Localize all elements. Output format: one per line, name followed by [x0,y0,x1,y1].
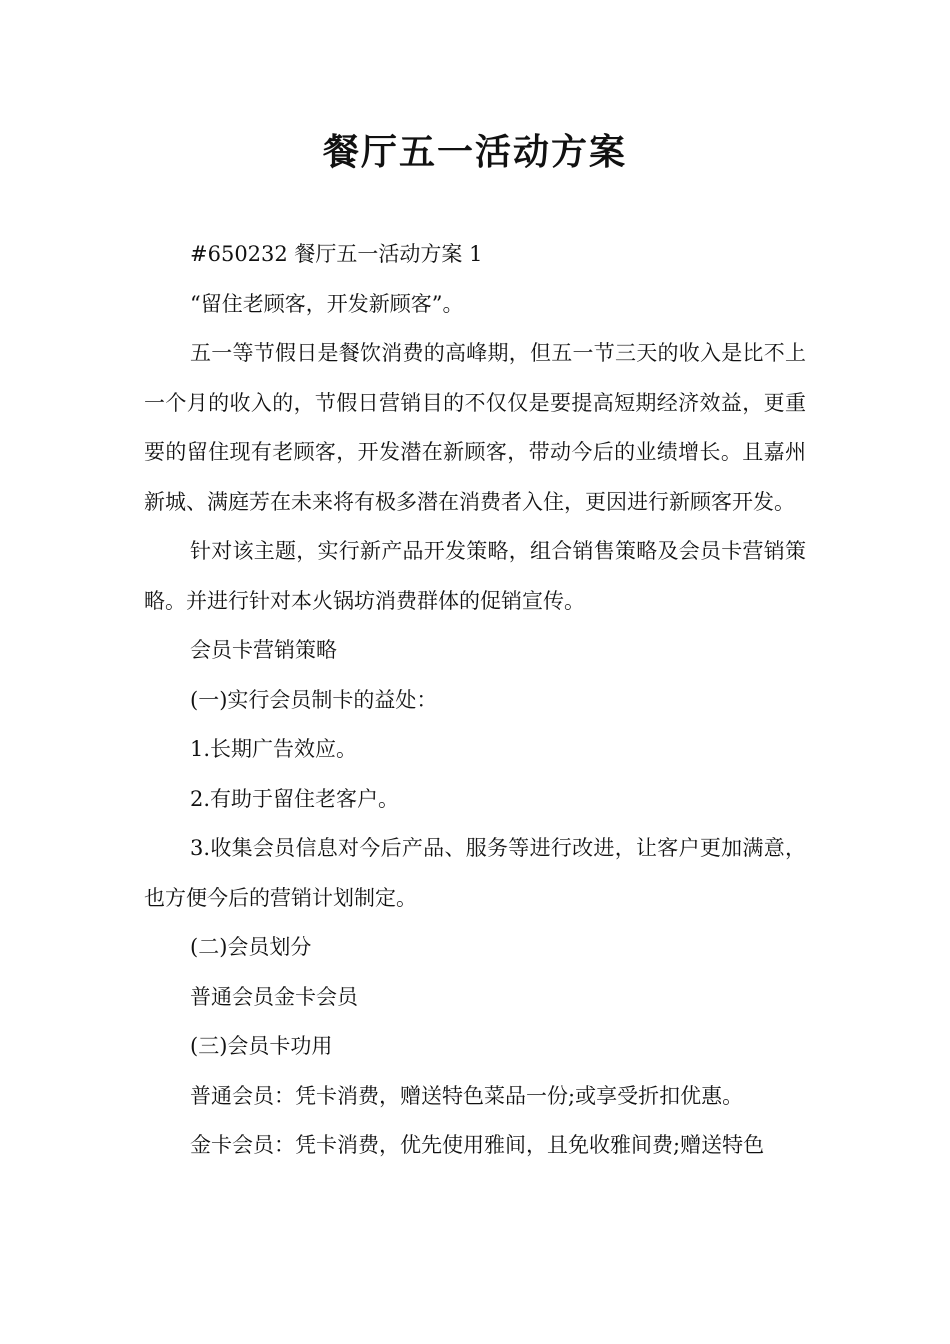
list-item: 1.长期广告效应。 [190,737,358,761]
subheading-classification: (二)会员划分 [190,935,312,959]
paragraph-background: 五一等节假日是餐饮消费的高峰期，但五一节三天的收入是比不上一个月的收入的，节假日营销目的不仅仅是要提高短期经济效益，更重要的留住现有老顾客，开发潜在新顾客，带动今后的业绩增长。且嘉州新城、满庭芳在未来将有极多潜在消费者入住，更因进行新顾客开发。 [144,341,806,514]
paragraph-gold-member: 金卡会员：凭卡消费，优先使用雅间，且免收雅间费;赠送特色 [190,1133,765,1157]
document-body [144,230,806,1171]
paragraph-strategy: 针对该主题，实行新产品开发策略，组合销售策略及会员卡营销策略。并进行针对本火锅坊消费群体的促销宣传。 [144,539,806,613]
paragraph-heading-id: #650232 餐厅五一活动方案 1 [190,242,483,266]
section-heading-membership: 会员卡营销策略 [190,638,337,662]
list-item: 3.收集会员信息对今后产品、服务等进行改进，让客户更加满意，也方便今后的营销计划制定。 [144,836,806,910]
subheading-card-functions: (三)会员卡功用 [190,1034,333,1058]
document-title: 餐厅五一活动方案 [322,132,627,173]
subheading-benefits: (一)实行会员制卡的益处： [190,687,438,712]
paragraph-member-types: 普通会员金卡会员 [190,984,358,1009]
paragraph-theme: “留住老顾客，开发新顾客”。 [190,291,464,316]
paragraph-regular-member: 普通会员：凭卡消费，赠送特色菜品一份;或享受折扣优惠。 [190,1083,744,1108]
list-item: 2.有助于留住老客户。 [190,786,400,811]
